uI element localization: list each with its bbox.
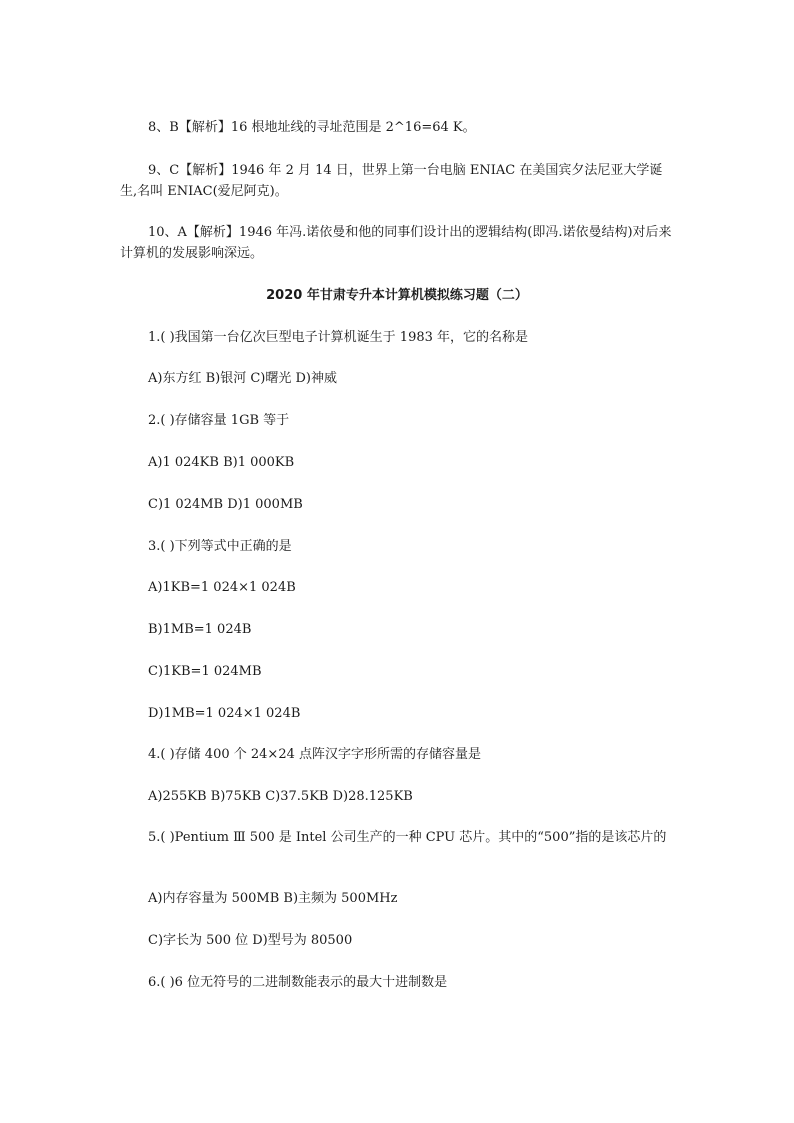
question-3-option-c: C)1KB=1 024MB [148,664,262,679]
question-4-stem: 4.( )存储 400 个 24×24 点阵汉字字形所需的存储容量是 [148,747,481,762]
question-5-options-ab: A)内存容量为 500MB B)主频为 500MHz [148,891,398,906]
question-3-option-d: D)1MB=1 024×1 024B [148,706,301,721]
question-3-stem: 3.( )下列等式中正确的是 [148,539,292,554]
question-4-options: A)255KB B)75KB C)37.5KB D)28.125KB [148,789,413,804]
question-5-stem: 5.( )Pentium Ⅲ 500 是 Intel 公司生产的一种 CPU 芯片。其中的“500”指的是该芯片的 [148,830,667,845]
question-3-option-a: A)1KB=1 024×1 024B [148,580,296,595]
question-1-options: A)东方红 B)银河 C)曙光 D)神威 [148,371,337,386]
answer-8: 8、B【解析】16 根地址线的寻址范围是 2^16=64 K。 [148,120,476,135]
question-3-option-b: B)1MB=1 024B [148,622,252,637]
question-6-stem: 6.( )6 位无符号的二进制数能表示的最大十进制数是 [148,975,448,990]
question-2-options-ab: A)1 024KB B)1 000KB [148,455,295,470]
question-1-stem: 1.( )我国第一台亿次巨型电子计算机诞生于 1983 年，它的名称是 [148,330,529,345]
question-2-stem: 2.( )存储容量 1GB 等于 [148,413,290,428]
answer-9: 9、C【解析】1946 年 2 月 14 日，世界上第一台电脑 ENIAC 在美国宾夕法尼亚大学诞生,名叫 ENIAC(爱尼阿克)。 [120,163,663,199]
answer-10: 10、A【解析】1946 年冯.诺依曼和他的同事们设计出的逻辑结构(即冯.诺依曼结构)对后来计算机的发展影响深远。 [120,225,672,261]
section-title: 2020 年甘肃专升本计算机模拟练习题（二） [266,288,528,303]
question-5-options-cd: C)字长为 500 位 D)型号为 80500 [148,933,353,948]
question-2-options-cd: C)1 024MB D)1 000MB [148,497,303,512]
